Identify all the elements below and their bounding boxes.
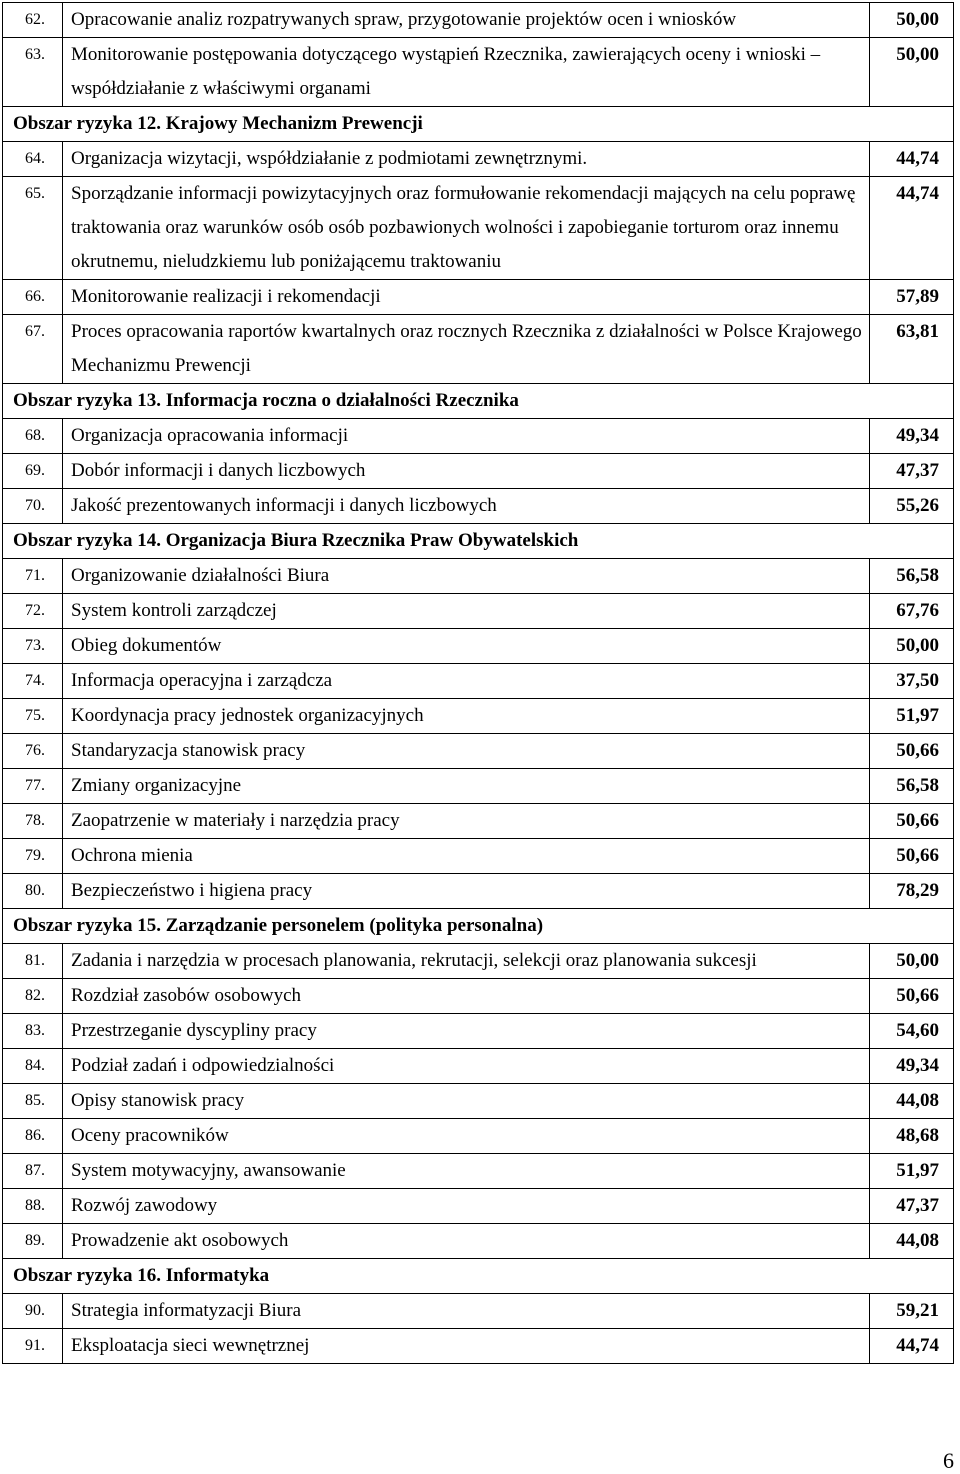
table-row (3, 1294, 954, 1329)
table-row (3, 177, 954, 280)
item-number: 65. (3, 177, 63, 280)
table-row (3, 629, 954, 664)
item-number: 74. (3, 664, 63, 699)
item-description: Dobór informacji i danych liczbowych (63, 454, 870, 489)
item-number: 87. (3, 1154, 63, 1189)
table-row (3, 874, 954, 909)
item-number: 82. (3, 979, 63, 1014)
table-row (3, 38, 954, 107)
item-number: 76. (3, 734, 63, 769)
item-description: System kontroli zarządczej (63, 594, 870, 629)
table-row (3, 734, 954, 769)
item-description: Przestrzeganie dyscypliny pracy (63, 1014, 870, 1049)
item-description: Monitorowanie realizacji i rekomendacji (63, 280, 870, 315)
risk-area-header-row (3, 1259, 954, 1294)
item-score: 47,37 (870, 454, 954, 489)
page-number: 6 (943, 1448, 954, 1473)
table-row (3, 1154, 954, 1189)
item-number: 66. (3, 280, 63, 315)
item-description: Zmiany organizacyjne (63, 769, 870, 804)
item-score: 50,66 (870, 979, 954, 1014)
table-row (3, 769, 954, 804)
item-number: 69. (3, 454, 63, 489)
risk-area-header-row (3, 384, 954, 419)
item-description: Podział zadań i odpowiedzialności (63, 1049, 870, 1084)
item-description: Rozdział zasobów osobowych (63, 979, 870, 1014)
item-description: Proces opracowania raportów kwartalnych oraz rocznych Rzecznika z działalności w Polsce Krajowego Mechanizmu Prewencji (63, 315, 870, 384)
item-description: Organizacja opracowania informacji (63, 419, 870, 454)
item-number: 90. (3, 1294, 63, 1329)
table-row (3, 3, 954, 38)
item-description: Informacja operacyjna i zarządcza (63, 664, 870, 699)
item-number: 80. (3, 874, 63, 909)
item-description: Prowadzenie akt osobowych (63, 1224, 870, 1259)
item-number: 85. (3, 1084, 63, 1119)
risk-area-title: Obszar ryzyka 12. Krajowy Mechanizm Prewencji (3, 107, 954, 142)
table-row (3, 1224, 954, 1259)
item-description: System motywacyjny, awansowanie (63, 1154, 870, 1189)
item-number: 86. (3, 1119, 63, 1154)
item-description: Ochrona mienia (63, 839, 870, 874)
item-score: 67,76 (870, 594, 954, 629)
item-description: Koordynacja pracy jednostek organizacyjnych (63, 699, 870, 734)
item-description: Opracowanie analiz rozpatrywanych spraw, przygotowanie projektów ocen i wniosków (63, 3, 870, 38)
item-score: 50,66 (870, 734, 954, 769)
item-score: 57,89 (870, 280, 954, 315)
item-description: Bezpieczeństwo i higiena pracy (63, 874, 870, 909)
item-description: Opisy stanowisk pracy (63, 1084, 870, 1119)
risk-area-title: Obszar ryzyka 16. Informatyka (3, 1259, 954, 1294)
item-score: 56,58 (870, 559, 954, 594)
table-row (3, 594, 954, 629)
risk-area-header-row (3, 524, 954, 559)
item-number: 88. (3, 1189, 63, 1224)
item-score: 50,00 (870, 629, 954, 664)
table-row (3, 559, 954, 594)
item-description: Eksploatacja sieci wewnętrznej (63, 1329, 870, 1364)
item-description: Standaryzacja stanowisk pracy (63, 734, 870, 769)
item-number: 75. (3, 699, 63, 734)
table-row (3, 1189, 954, 1224)
item-score: 50,66 (870, 804, 954, 839)
table-row (3, 1119, 954, 1154)
item-description: Monitorowanie postępowania dotyczącego wystąpień Rzecznika, zawierających oceny i wnioski – współdziałanie z właściwymi organami (63, 38, 870, 107)
item-number: 79. (3, 839, 63, 874)
item-score: 49,34 (870, 1049, 954, 1084)
table-row (3, 839, 954, 874)
item-number: 77. (3, 769, 63, 804)
item-number: 64. (3, 142, 63, 177)
item-score: 59,21 (870, 1294, 954, 1329)
item-description: Rozwój zawodowy (63, 1189, 870, 1224)
item-score: 54,60 (870, 1014, 954, 1049)
risk-area-title: Obszar ryzyka 15. Zarządzanie personelem (polityka personalna) (3, 909, 954, 944)
table-row (3, 804, 954, 839)
item-number: 63. (3, 38, 63, 107)
item-score: 63,81 (870, 315, 954, 384)
item-number: 81. (3, 944, 63, 979)
item-description: Organizowanie działalności Biura (63, 559, 870, 594)
item-score: 49,34 (870, 419, 954, 454)
item-score: 50,66 (870, 839, 954, 874)
item-number: 78. (3, 804, 63, 839)
item-score: 44,08 (870, 1084, 954, 1119)
item-score: 51,97 (870, 1154, 954, 1189)
table-row (3, 315, 954, 384)
table-row (3, 454, 954, 489)
item-score: 44,74 (870, 177, 954, 280)
table-row (3, 489, 954, 524)
item-description: Oceny pracowników (63, 1119, 870, 1154)
item-number: 70. (3, 489, 63, 524)
item-score: 51,97 (870, 699, 954, 734)
table-row (3, 1084, 954, 1119)
item-description: Zadania i narzędzia w procesach planowania, rekrutacji, selekcji oraz planowania sukcesji (63, 944, 870, 979)
item-description: Zaopatrzenie w materiały i narzędzia pracy (63, 804, 870, 839)
table-row (3, 1049, 954, 1084)
table-row (3, 664, 954, 699)
item-number: 83. (3, 1014, 63, 1049)
item-score: 50,00 (870, 3, 954, 38)
item-score: 44,08 (870, 1224, 954, 1259)
item-score: 50,00 (870, 944, 954, 979)
item-score: 47,37 (870, 1189, 954, 1224)
item-number: 84. (3, 1049, 63, 1084)
item-description: Strategia informatyzacji Biura (63, 1294, 870, 1329)
table-row (3, 419, 954, 454)
risk-table (2, 2, 954, 1364)
item-number: 72. (3, 594, 63, 629)
item-number: 71. (3, 559, 63, 594)
item-score: 48,68 (870, 1119, 954, 1154)
table-row (3, 1329, 954, 1364)
item-score: 44,74 (870, 142, 954, 177)
item-number: 89. (3, 1224, 63, 1259)
item-number: 67. (3, 315, 63, 384)
item-number: 91. (3, 1329, 63, 1364)
item-number: 68. (3, 419, 63, 454)
item-score: 37,50 (870, 664, 954, 699)
risk-area-title: Obszar ryzyka 14. Organizacja Biura Rzecznika Praw Obywatelskich (3, 524, 954, 559)
risk-area-title: Obszar ryzyka 13. Informacja roczna o działalności Rzecznika (3, 384, 954, 419)
risk-table-body (3, 3, 954, 1364)
item-description: Sporządzanie informacji powizytacyjnych oraz formułowanie rekomendacji mających na celu poprawę traktowania oraz warunków osób osób pozbawionych wolności i zapobieganie torturom oraz innemu okrutnemu, nieludzkiemu lub poniżającemu traktowaniu (63, 177, 870, 280)
item-description: Organizacja wizytacji, współdziałanie z podmiotami zewnętrznymi. (63, 142, 870, 177)
risk-area-header-row (3, 909, 954, 944)
table-row (3, 699, 954, 734)
table-row (3, 280, 954, 315)
table-row (3, 142, 954, 177)
item-score: 78,29 (870, 874, 954, 909)
risk-area-header-row (3, 107, 954, 142)
item-description: Jakość prezentowanych informacji i danych liczbowych (63, 489, 870, 524)
item-score: 50,00 (870, 38, 954, 107)
item-score: 55,26 (870, 489, 954, 524)
table-row (3, 979, 954, 1014)
item-number: 62. (3, 3, 63, 38)
item-number: 73. (3, 629, 63, 664)
item-description: Obieg dokumentów (63, 629, 870, 664)
table-row (3, 1014, 954, 1049)
item-score: 44,74 (870, 1329, 954, 1364)
table-row (3, 944, 954, 979)
item-score: 56,58 (870, 769, 954, 804)
